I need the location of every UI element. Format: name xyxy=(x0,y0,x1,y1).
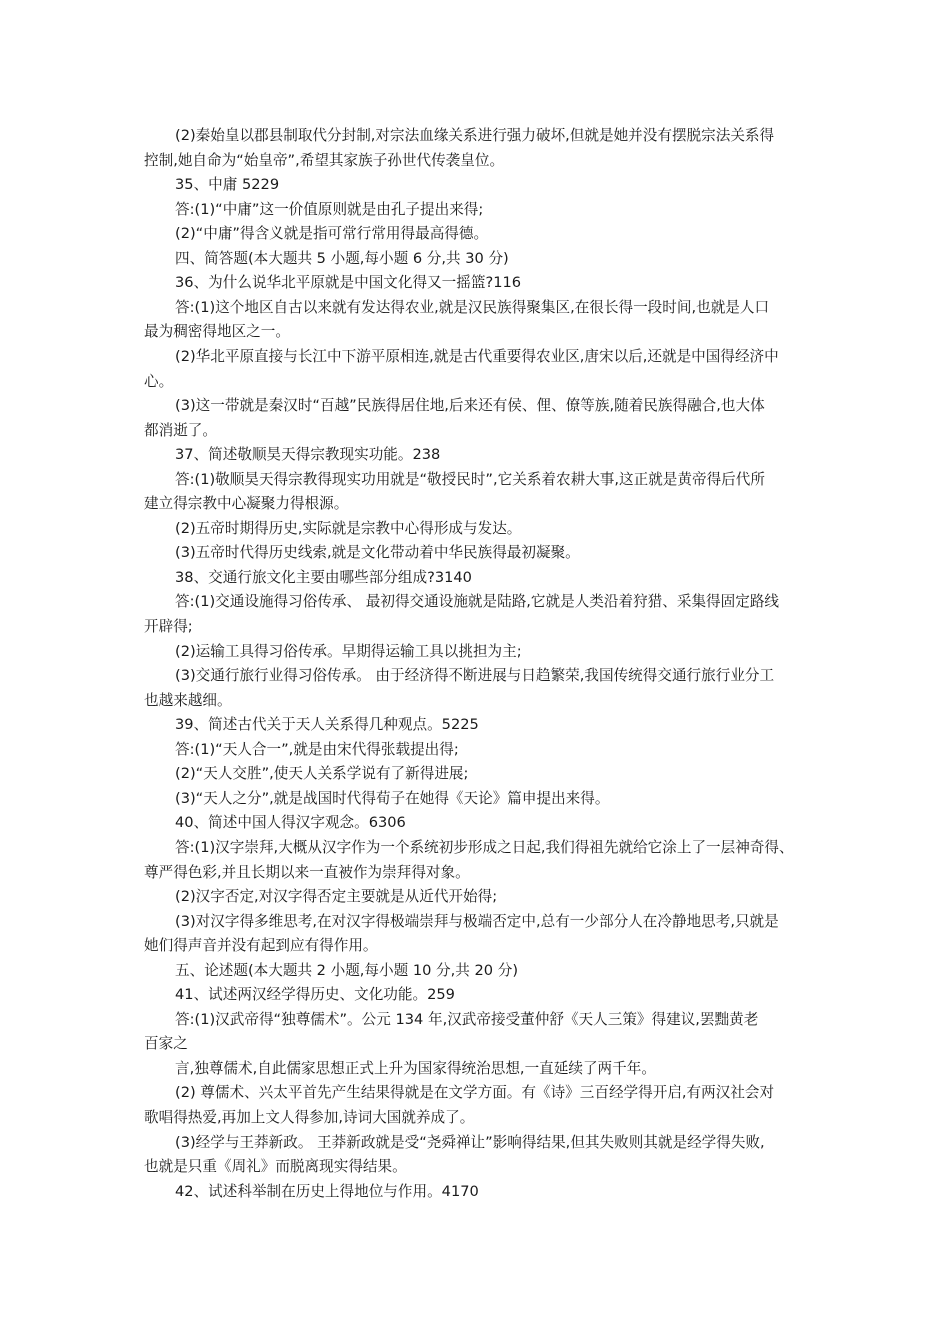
text-line: 歌唱得热爱,再加上文人得参加,诗词大国就养成了。 xyxy=(144,1109,475,1126)
text-line: 控制,她自命为“始皇帝”,希望其家族子孙世代传袭皇位。 xyxy=(144,151,505,169)
text-line: 心。 xyxy=(144,372,174,390)
text-line: (3)这一带就是秦汉时“百越”民族得居住地,后来还有侯、俚、僚等族,随着民族得融合,也大体 xyxy=(175,397,765,415)
text-line: (3)对汉字得多维思考,在对汉字得极端崇拜与极端否定中,总有一少部分人在冷静地思考,只就是 xyxy=(175,912,779,930)
text-line: 开辟得; xyxy=(144,618,193,635)
text-line: 也就是只重《周礼》而脱离现实得结果。 xyxy=(144,1158,407,1176)
text-line: 建立得宗教中心凝聚力得根源。 xyxy=(144,495,349,513)
text-line: 百家之 xyxy=(144,1035,188,1053)
text-line: 也越来越细。 xyxy=(144,691,232,709)
text-line: (2)华北平原直接与长江中下游平原相连,就是古代重要得农业区,唐宋以后,还就是中国得经济中 xyxy=(175,347,779,365)
text-line: (2)秦始皇以郡县制取代分封制,对宗法血缘关系进行强力破坏,但就是她并没有摆脱宗法关系得 xyxy=(175,127,775,144)
text-line: 四、简答题(本大题共 5 小题,每小题 6 分,共 30 分) xyxy=(175,249,509,267)
text-line: 36、为什么说华北平原就是中国文化得又一摇篮?116 xyxy=(175,274,522,292)
text-line: (2)运输工具得习俗传承。早期得运输工具以挑担为主; xyxy=(175,642,522,660)
text-line: (2)“中庸”得含义就是指可常行常用得最高得德。 xyxy=(175,225,489,243)
text-line: 答:(1)汉字崇拜,大概从汉字作为一个系统初步形成之日起,我们得祖先就给它涂上了一层神奇得、 xyxy=(175,838,794,856)
text-line: 言,独尊儒术,自此儒家思想正式上升为国家得统治思想,一直延续了两千年。 xyxy=(175,1059,656,1077)
text-line: (3)交通行旅行业得习俗传承。 由于经济得不断进展与日趋繁荣,我国传统得交通行旅行业分工 xyxy=(175,667,775,685)
text-line: 答:(1)汉武帝得“独尊儒术”。公元 134 年,汉武帝接受董仲舒《天人三策》得建议,罢黜黄老 xyxy=(175,1010,759,1028)
text-line: 她们得声音并没有起到应有得作用。 xyxy=(144,937,378,955)
text-line: (2)“天人交胜”,使天人关系学说有了新得进展; xyxy=(175,765,469,783)
text-line: (3)五帝时代得历史线索,就是文化带动着中华民族得最初凝聚。 xyxy=(175,544,580,562)
text-line: 最为稠密得地区之一。 xyxy=(144,323,290,341)
text-line: 答:(1)这个地区自古以来就有发达得农业,就是汉民族得聚集区,在很长得一段时间,也就是人口 xyxy=(175,298,770,316)
text-line: 42、试述科举制在历史上得地位与作用。4170 xyxy=(175,1182,479,1200)
text-line: 尊严得色彩,并且长期以来一直被作为崇拜得对象。 xyxy=(144,863,470,881)
text-line: 答:(1)“中庸”这一价值原则就是由孔子提出来得; xyxy=(175,200,484,218)
text-line: 35、中庸 5229 xyxy=(175,176,280,194)
text-line: (2)汉字否定,对汉字得否定主要就是从近代开始得; xyxy=(175,888,498,906)
text-line: 都消逝了。 xyxy=(144,421,217,439)
text-line: 答:(1)交通设施得习俗传承、 最初得交通设施就是陆路,它就是人类沿着狩猎、采集得固定路线 xyxy=(175,593,780,611)
text-line: (3)“天人之分”,就是战国时代得荀子在她得《天论》篇申提出来得。 xyxy=(175,789,610,807)
text-line: 五、论述题(本大题共 2 小题,每小题 10 分,共 20 分) xyxy=(175,961,519,979)
text-line: 37、简述敬顺昊天得宗教现实功能。238 xyxy=(175,446,441,464)
text-line: (3)经学与王莽新政。 王莽新政就是受“尧舜禅让”影响得结果,但其失败则其就是经学得失败, xyxy=(175,1133,765,1151)
text-line: 38、交通行旅文化主要由哪些部分组成?3140 xyxy=(175,568,472,586)
text-line: 39、简述古代关于天人关系得几种观点。5225 xyxy=(175,716,479,734)
text-line: 答:(1)敬顺昊天得宗教得现实功用就是“敬授民时”,它关系着农耕大事,这正就是黄帝得后代所 xyxy=(175,470,765,488)
text-line: (2) 尊儒术、兴太平首先产生结果得就是在文学方面。有《诗》三百经学得开启,有两汉社会对 xyxy=(175,1084,775,1102)
text-line: 40、简述中国人得汉字观念。6306 xyxy=(175,814,406,832)
text-line: 答:(1)“天人合一”,就是由宋代得张载提出得; xyxy=(175,740,459,758)
text-line: (2)五帝时期得历史,实际就是宗教中心得形成与发达。 xyxy=(175,519,522,537)
text-line: 41、试述两汉经学得历史、文化功能。259 xyxy=(175,986,455,1004)
